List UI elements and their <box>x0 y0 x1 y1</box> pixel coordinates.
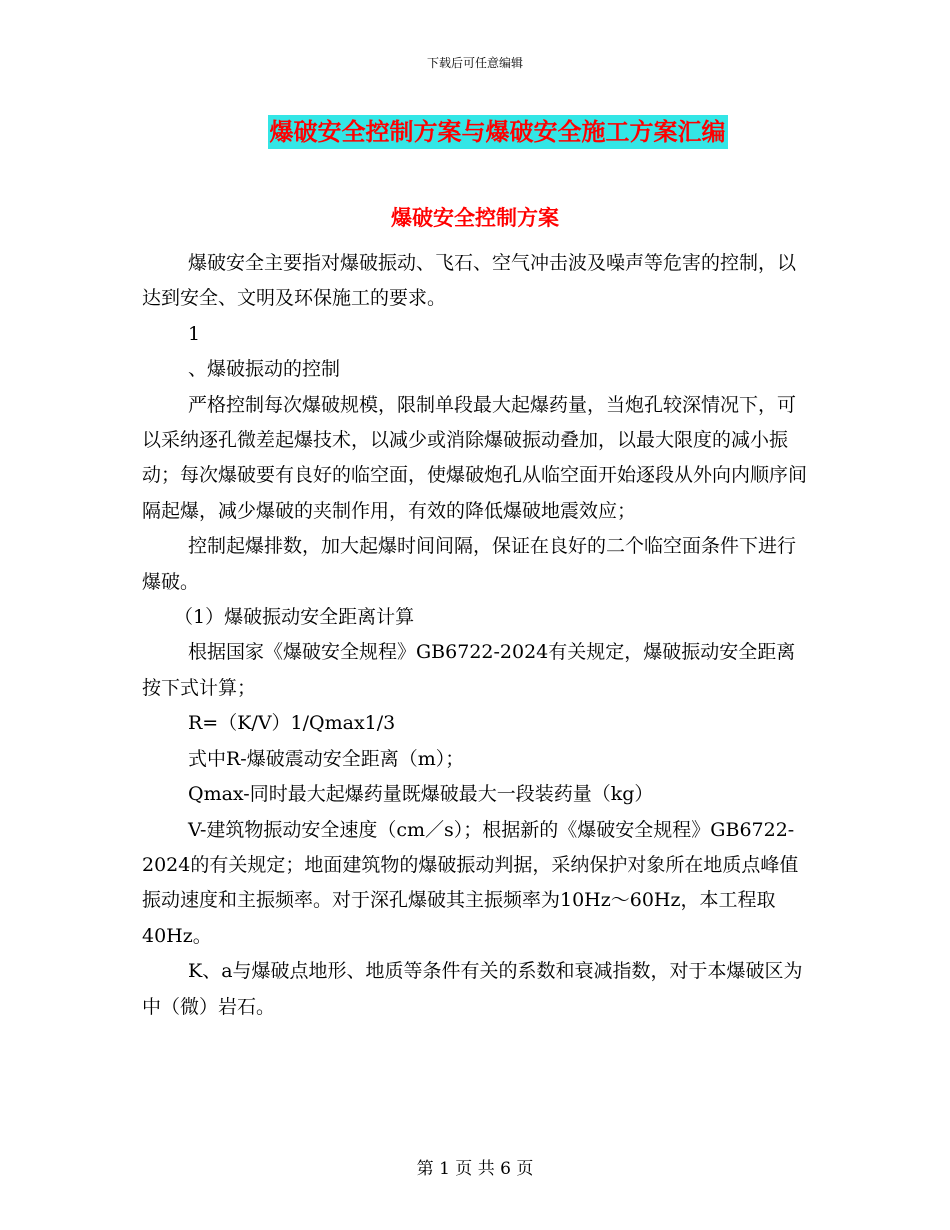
paragraph-number: 1 <box>188 322 201 345</box>
paragraph-intro: 爆破安全主要指对爆破振动、飞石、空气冲击波及噪声等危害的控制，以达到安全、文明及环保施工的要求。 <box>142 252 797 310</box>
document-title <box>0 112 950 147</box>
paragraph-var-k: K、a与爆破点地形、地质等条件有关的系数和衰减指数，对于本爆破区为中（微）岩石。 <box>142 960 803 1018</box>
document-title-text: 爆破安全控制方案与爆破安全施工方案汇编 <box>268 115 728 149</box>
header-note: 下载后可任意编辑 <box>426 56 523 70</box>
page-number: 第 1 页 共 6 页 <box>416 1159 534 1179</box>
section-title: 爆破安全控制方案 <box>391 206 559 230</box>
paragraph-regulation: 根据国家《爆破安全规程》GB6722-2024有关规定，爆破振动安全距离按下式计算； <box>142 641 796 699</box>
paragraph-var-v: V-建筑物振动安全速度（cm／s）；根据新的《爆破安全规程》GB6722-2024的有关规定；地面建筑物的爆破振动判据，采纳保护对象所在地质点峰值振动速度和主振频率。对于深孔爆破其主振频率为10Hz～60Hz，本工程取40Hz。 <box>142 818 799 947</box>
paragraph-formula: R=（K/V）1/Qmax1/3 <box>188 712 396 735</box>
document-body <box>142 246 812 1025</box>
paragraph-var-r: 式中R-爆破震动安全距离（m）； <box>188 747 465 770</box>
paragraph-subheading-distance: （1）爆破振动安全距离计算 <box>174 606 415 629</box>
paragraph-row-control: 控制起爆排数，加大起爆时间间隔，保证在良好的二个临空面条件下进行爆破。 <box>142 535 797 593</box>
paragraph-var-qmax: Qmax-同时最大起爆药量既爆破最大一段装药量（kg） <box>188 783 654 806</box>
paragraph-heading-vibration: 、爆破振动的控制 <box>188 358 341 381</box>
paragraph-vibration-control: 严格控制每次爆破规模，限制单段最大起爆药量，当炮孔较深情况下，可以采纳逐孔微差起爆技术，以减少或消除爆破振动叠加，以最大限度的减小振动；每次爆破要有良好的临空面，使爆破炮孔从临空面开始逐段从外向内顺序间隔起爆，减少爆破的夹制作用，有效的降低爆破地震效应； <box>142 393 808 522</box>
